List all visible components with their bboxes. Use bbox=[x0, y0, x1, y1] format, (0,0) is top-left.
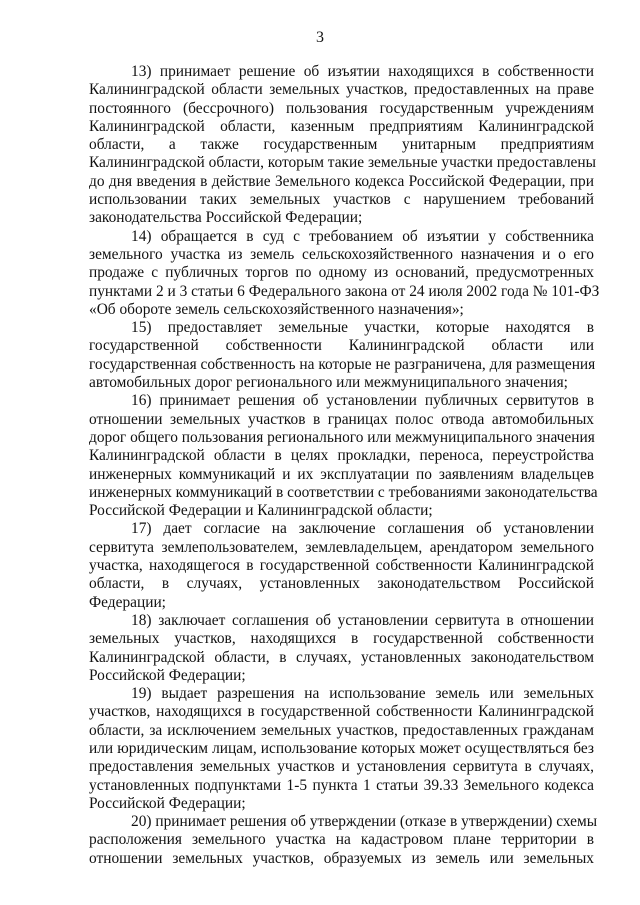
paragraph-line: 18) заключает соглашения об установлении сервитута в отношении bbox=[131, 611, 594, 629]
paragraph-line: Федерации; bbox=[89, 593, 166, 611]
document-body bbox=[89, 63, 600, 868]
page-number: 3 bbox=[316, 29, 324, 46]
paragraph-line: 14) обращается в суд с требованием об изъятии у собственника bbox=[131, 227, 594, 245]
paragraph-line: земельных участков, находящихся в государственной собственности bbox=[89, 630, 594, 648]
paragraph-line: 15) предоставляет земельные участки, которые находятся в bbox=[131, 319, 594, 337]
paragraph-line: сервитута землепользователем, землевладельцем, арендатором земельного bbox=[89, 538, 594, 556]
paragraph-item-13 bbox=[89, 63, 594, 228]
paragraph-line: области, в случаях, установленных законодательством Российской bbox=[89, 575, 594, 593]
paragraph-line: автомобильных дорог регионального или межмуниципального значения; bbox=[89, 374, 568, 392]
paragraph-line: дорог общего пользования регионального или межмуниципального значения bbox=[89, 428, 595, 446]
paragraph-line: отношении земельных участков, образуемых из земель или земельных bbox=[89, 849, 594, 867]
paragraph-line: или юридическим лицам, использование которых может осуществляться без bbox=[89, 739, 594, 757]
paragraph-line: 13) принимает решение об изъятии находящихся в собственности bbox=[131, 63, 594, 80]
paragraph-line: области, а также государственным унитарным предприятиям bbox=[89, 136, 594, 154]
paragraph-line: 19) выдает разрешения на использование земель или земельных bbox=[131, 685, 594, 703]
paragraph-item-15 bbox=[89, 319, 594, 392]
paragraph-line: продаже с публичных торгов по одному из оснований, предусмотренных bbox=[89, 264, 594, 282]
paragraph-line: до дня введения в действие Земельного кодекса Российской Федерации, при bbox=[89, 172, 594, 190]
paragraph-line: предоставления земельных участков и установления сервитута в случаях, bbox=[89, 758, 594, 776]
paragraph-line: инженерных коммуникаций в соответствии с требованиями законодательства bbox=[89, 483, 598, 501]
paragraph-line: расположения земельного участка на кадастровом плане территории в bbox=[89, 831, 594, 849]
paragraph-line: Калининградской области, казенным предприятиям Калининградской bbox=[89, 117, 594, 135]
paragraph-line: участка, находящегося в государственной собственности Калининградской bbox=[89, 557, 594, 575]
paragraph-item-20 bbox=[89, 813, 598, 868]
paragraph-line: Калининградской области, в случаях, установленных законодательством bbox=[89, 648, 594, 666]
paragraph-line: Калининградской области земельных участков, предоставленных на праве bbox=[89, 81, 594, 99]
paragraph-item-18 bbox=[89, 612, 594, 685]
paragraph-line: 16) принимает решения об установлении публичных сервитутов в bbox=[131, 392, 594, 410]
paragraph-line: Калининградской области, которым такие земельные участки предоставлены bbox=[89, 154, 596, 172]
paragraph-item-14 bbox=[89, 227, 600, 319]
paragraph-line: установленных подпунктами 1-5 пункта 1 статьи 39.33 Земельного кодекса bbox=[89, 776, 594, 794]
paragraph-line: отношении земельных участков в границах полос отвода автомобильных bbox=[89, 410, 594, 428]
paragraph-line: участков, находящихся в государственной собственности Калининградской bbox=[89, 703, 594, 721]
paragraph-line: государственной собственности Калининградской области или bbox=[89, 337, 594, 355]
paragraph-line: постоянного (бессрочного) пользования государственным учреждениям bbox=[89, 99, 594, 117]
paragraph-line: земельного участка из земель сельскохозяйственного назначения и о его bbox=[89, 245, 594, 263]
paragraph-line: законодательства Российской Федерации; bbox=[89, 209, 363, 227]
paragraph-line: инженерных коммуникаций и их эксплуатации по заявлениям владельцев bbox=[89, 465, 594, 483]
paragraph-item-17 bbox=[89, 520, 594, 611]
paragraph-line: Российской Федерации; bbox=[89, 666, 246, 684]
paragraph-line: пунктами 2 и 3 статьи 6 Федерального закона от 24 июля 2002 года № 101-ФЗ bbox=[89, 282, 600, 300]
paragraph-line: области, за исключением земельных участков, предоставленных гражданам bbox=[89, 721, 594, 739]
paragraph-line: использовании таких земельных участков с нарушением требований bbox=[89, 191, 594, 209]
paragraph-line: 17) дает согласие на заключение соглашения об установлении bbox=[131, 520, 594, 538]
paragraph-line: Российской Федерации; bbox=[89, 794, 246, 812]
paragraph-item-16 bbox=[89, 392, 598, 520]
paragraph-line: «Об обороте земель сельскохозяйственного назначения»; bbox=[89, 300, 464, 318]
paragraph-line: Российской Федерации и Калининградской области; bbox=[89, 502, 433, 520]
paragraph-line: Калининградской области в целях прокладки, переноса, переустройства bbox=[89, 447, 594, 465]
paragraph-line: 20) принимает решения об утверждении (отказе в утверждении) схемы bbox=[131, 813, 598, 831]
paragraph-item-19 bbox=[89, 685, 594, 813]
paragraph-line: государственная собственность на которые не разграничена, для размещения bbox=[89, 355, 596, 373]
